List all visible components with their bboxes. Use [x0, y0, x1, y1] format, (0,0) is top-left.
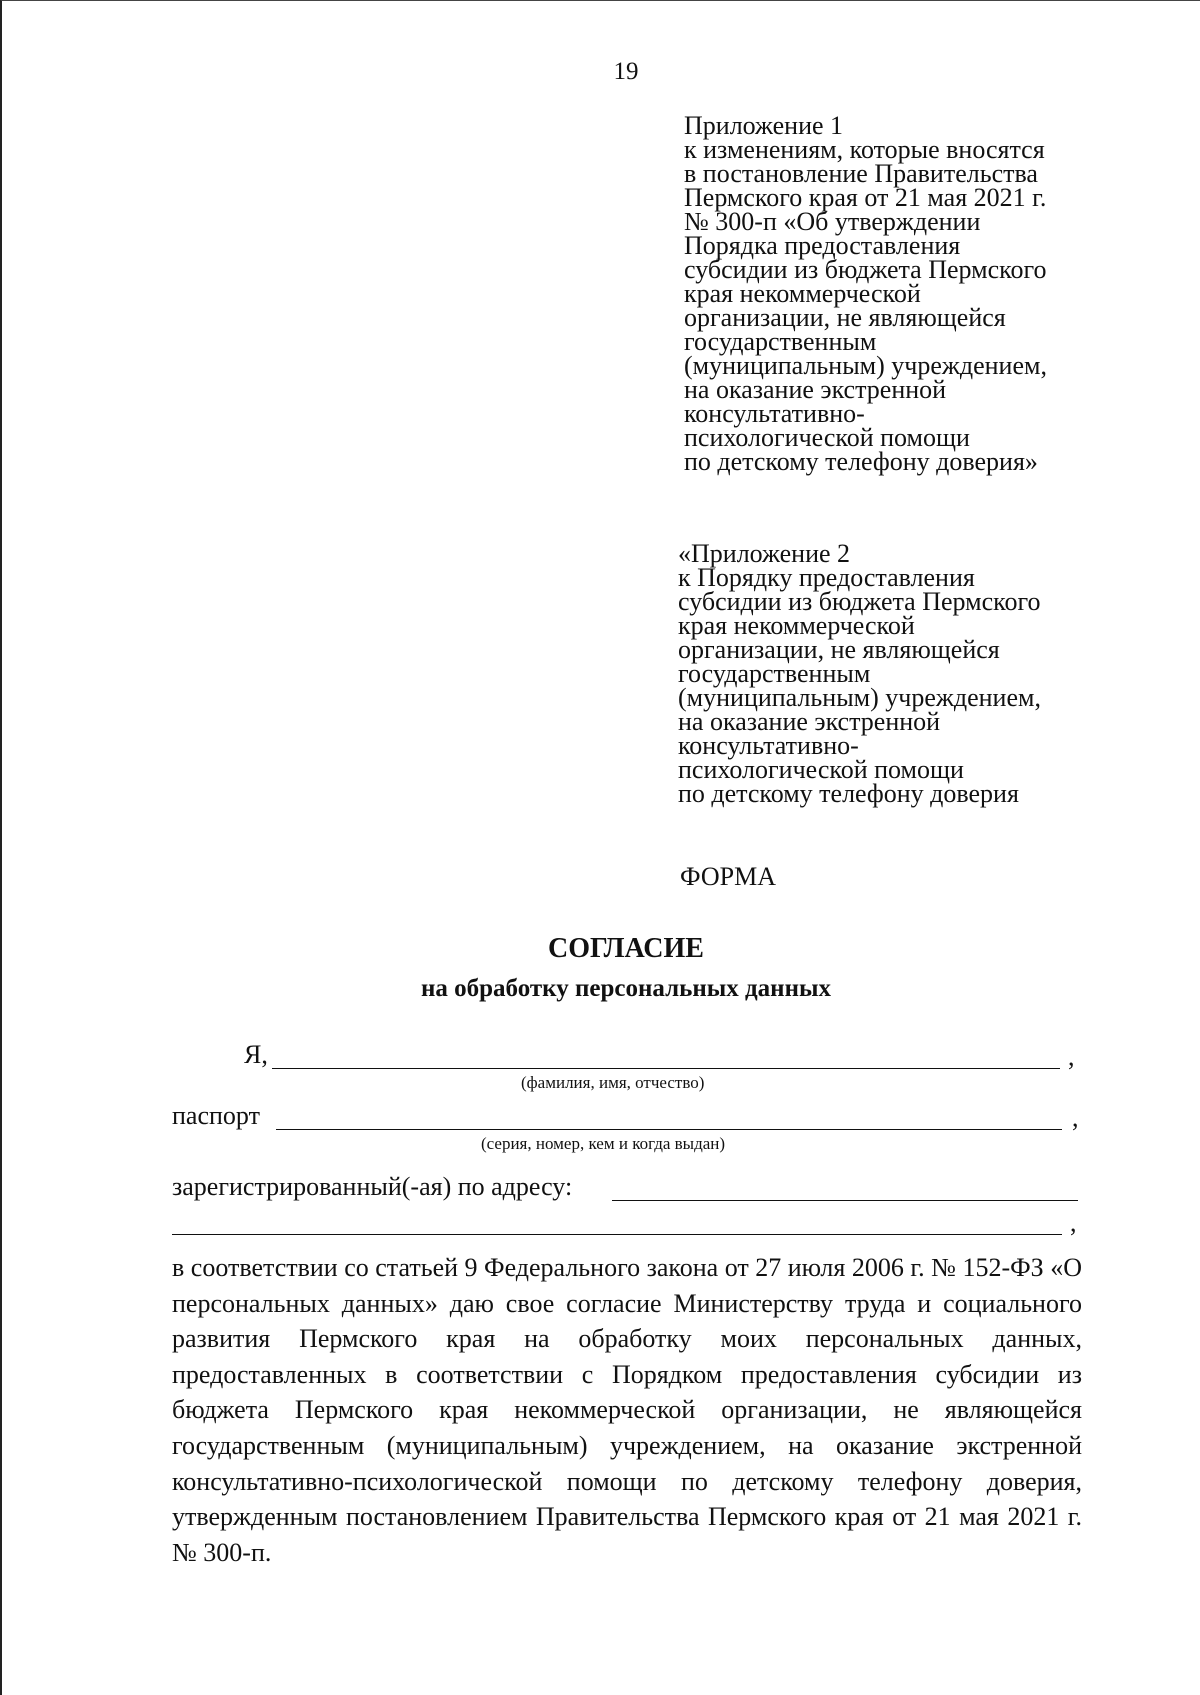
address-label: зарегистрированный(-ая) по адресу: — [172, 1172, 573, 1201]
appendix-2-header — [678, 539, 1041, 808]
consent-body-text: в соответствии со статьей 9 Федерального закона от 27 июля 2006 г. № 152-ФЗ «О персональных данных» даю свое согласие Министерству труда и социального развития Пермского края на обработку моих персональных данных, предоставленных в соответствии с Порядком предоставления субсидии из бюджета Пермского края некоммерческой организации, не являющейся государственным (муниципальным) учреждением, на оказание экстренной консультативно-психологической помощи по детскому телефону доверия, утвержденным постановлением Правительства Пермского края от 21 мая 2021 г. № 300-п. — [172, 1253, 1082, 1567]
address-input-line-2[interactable] — [172, 1210, 1062, 1235]
passport-label: паспорт — [172, 1101, 260, 1130]
name-label: Я, — [244, 1040, 268, 1069]
document-subtitle: на обработку персональных данных — [421, 975, 831, 1002]
appendix-1-line: консультативно- — [684, 399, 865, 428]
appendix-2-line: «Приложение 2 — [678, 539, 851, 568]
appendix-2-line: края некоммерческой — [678, 611, 915, 640]
address-comma: , — [1070, 1208, 1077, 1237]
form-label: ФОРМА — [680, 862, 776, 891]
appendix-1-line: субсидии из бюджета Пермского — [684, 255, 1047, 284]
appendix-1-line: Приложение 1 — [684, 111, 844, 140]
appendix-1-line: (муниципальным) учреждением, — [684, 351, 1047, 380]
passport-comma: , — [1072, 1103, 1079, 1132]
address-input-line[interactable] — [612, 1176, 1078, 1201]
appendix-1-line: психологической помощи — [684, 423, 970, 452]
appendix-2-line: субсидии из бюджета Пермского — [678, 587, 1041, 616]
appendix-2-line: по детскому телефону доверия — [678, 779, 1019, 808]
appendix-2-line: государственным — [678, 659, 871, 688]
appendix-1-header — [684, 111, 1047, 476]
name-caption: (фамилия, имя, отчество) — [521, 1073, 705, 1092]
appendix-2-line: на оказание экстренной — [678, 707, 941, 736]
passport-input-line[interactable] — [276, 1105, 1062, 1130]
appendix-1-line: № 300-п «Об утверждении — [684, 207, 981, 236]
appendix-1-line: к изменениям, которые вносятся — [684, 135, 1045, 164]
page-number: 19 — [613, 58, 639, 85]
name-input-line[interactable] — [272, 1044, 1060, 1069]
appendix-1-line: организации, не являющейся — [684, 303, 1006, 332]
name-comma: , — [1068, 1042, 1075, 1071]
appendix-1-line: по детскому телефону доверия» — [684, 447, 1038, 476]
appendix-1-line: в постановление Правительства — [684, 159, 1038, 188]
appendix-1-line: края некоммерческой — [684, 279, 921, 308]
appendix-2-line: психологической помощи — [678, 755, 964, 784]
document-title: СОГЛАСИЕ — [548, 933, 704, 964]
appendix-2-line: консультативно- — [678, 731, 859, 760]
passport-caption: (серия, номер, кем и когда выдан) — [481, 1134, 726, 1153]
appendix-1-line: Порядка предоставления — [684, 231, 961, 260]
appendix-1-line: на оказание экстренной — [684, 375, 947, 404]
appendix-2-line: (муниципальным) учреждением, — [678, 683, 1041, 712]
appendix-2-line: к Порядку предоставления — [678, 563, 975, 592]
appendix-1-line: Пермского края от 21 мая 2021 г. — [684, 183, 1047, 212]
appendix-2-line: организации, не являющейся — [678, 635, 1000, 664]
appendix-1-line: государственным — [684, 327, 877, 356]
